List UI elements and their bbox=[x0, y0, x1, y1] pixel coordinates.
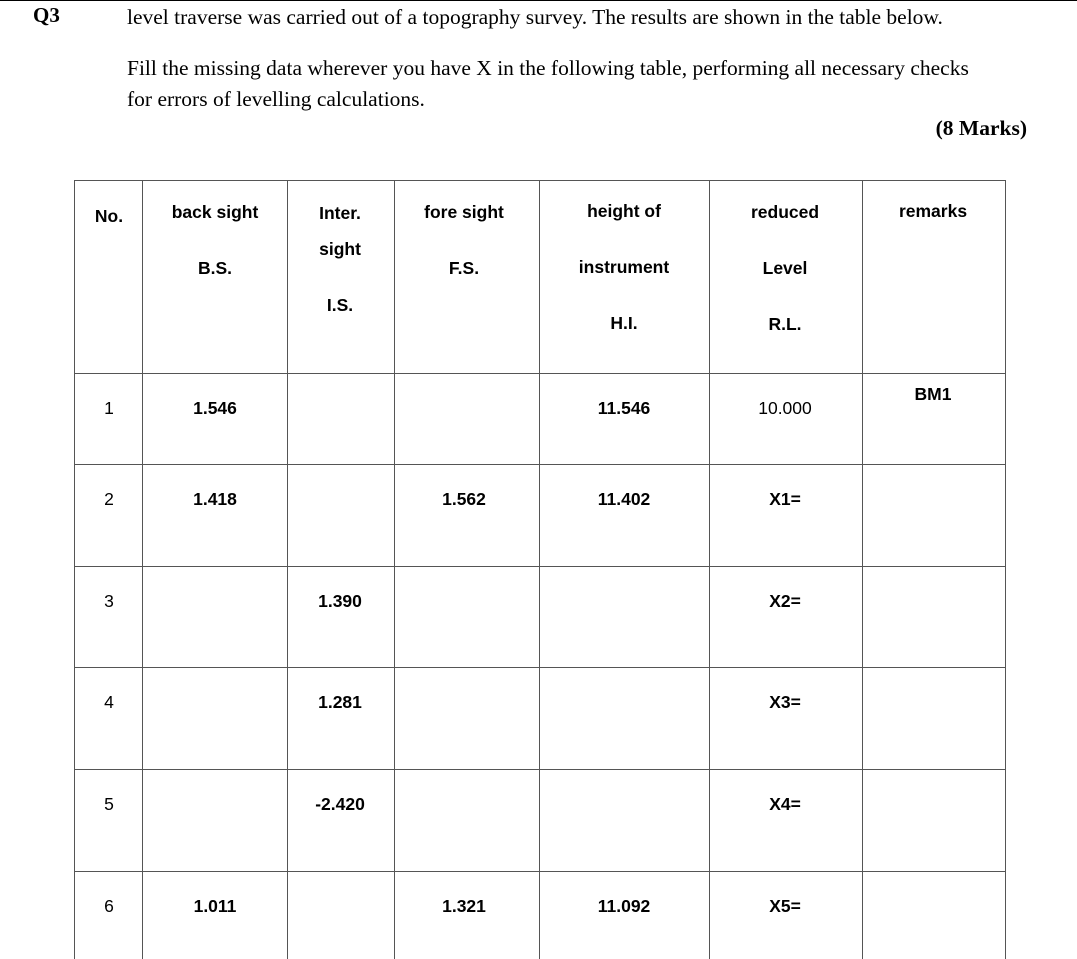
row-2-hi: 11.402 bbox=[597, 489, 651, 509]
column-divider bbox=[394, 180, 395, 959]
table-border-left bbox=[74, 180, 75, 959]
question-instruction-line-2: for errors of levelling calculations. bbox=[127, 87, 425, 111]
levelling-table bbox=[74, 180, 1006, 959]
row-divider bbox=[74, 373, 1006, 374]
row-1-hi: 11.546 bbox=[597, 398, 651, 418]
row-2-bs: 1.418 bbox=[193, 489, 237, 509]
row-6-rl: X5= bbox=[769, 896, 801, 916]
question-instruction bbox=[127, 53, 969, 115]
row-4-no: 4 bbox=[104, 692, 114, 712]
header-inter-sight: Inter. bbox=[319, 203, 361, 223]
row-3-rl: X2= bbox=[769, 591, 801, 611]
header-height-of-instrument-abbr: H.I. bbox=[610, 313, 638, 333]
row-6-hi: 11.092 bbox=[597, 896, 651, 916]
column-divider bbox=[709, 180, 710, 959]
header-height-of-instrument: height of bbox=[587, 201, 661, 221]
header-reduced-level-2: Level bbox=[762, 258, 808, 278]
row-divider bbox=[74, 464, 1006, 465]
top-rule bbox=[0, 0, 1077, 1]
row-3-is: 1.390 bbox=[318, 591, 362, 611]
question-number: Q3 bbox=[33, 3, 60, 27]
row-2-fs: 1.562 bbox=[442, 489, 486, 509]
column-divider bbox=[287, 180, 288, 959]
row-4-is: 1.281 bbox=[318, 692, 362, 712]
header-inter-sight-abbr: I.S. bbox=[326, 295, 354, 315]
question-intro: level traverse was carried out of a topography survey. The results are shown in the table below. bbox=[127, 5, 943, 29]
header-inter-sight-2: sight bbox=[319, 239, 361, 259]
header-height-of-instrument-2: instrument bbox=[578, 257, 670, 277]
row-4-rl: X3= bbox=[769, 692, 801, 712]
row-divider bbox=[74, 566, 1006, 567]
table-border-right bbox=[1005, 180, 1006, 959]
table-border-top bbox=[74, 180, 1006, 181]
row-6-bs: 1.011 bbox=[193, 896, 237, 916]
header-fore-sight-abbr: F.S. bbox=[448, 258, 480, 278]
column-divider bbox=[862, 180, 863, 959]
row-divider bbox=[74, 871, 1006, 872]
row-divider bbox=[74, 667, 1006, 668]
row-1-no: 1 bbox=[104, 398, 114, 418]
row-6-no: 6 bbox=[104, 896, 114, 916]
header-back-sight-abbr: B.S. bbox=[197, 258, 233, 278]
header-no: No. bbox=[94, 206, 124, 226]
header-fore-sight: fore sight bbox=[424, 202, 504, 222]
row-divider bbox=[74, 769, 1006, 770]
header-reduced-level-abbr: R.L. bbox=[768, 314, 802, 334]
row-6-fs: 1.321 bbox=[442, 896, 486, 916]
column-divider bbox=[142, 180, 143, 959]
row-2-rl: X1= bbox=[769, 489, 801, 509]
row-1-rl: 10.000 bbox=[758, 398, 812, 418]
header-reduced-level: reduced bbox=[750, 202, 820, 222]
header-remarks: remarks bbox=[898, 201, 968, 221]
row-1-bs: 1.546 bbox=[193, 398, 237, 418]
question-instruction-line-1: Fill the missing data wherever you have X in the following table, performing all necessary checks bbox=[127, 56, 969, 80]
column-divider bbox=[539, 180, 540, 959]
marks-label: (8 Marks) bbox=[935, 116, 1027, 140]
row-2-no: 2 bbox=[104, 489, 114, 509]
row-5-no: 5 bbox=[104, 794, 114, 814]
row-3-no: 3 bbox=[104, 591, 114, 611]
header-back-sight: back sight bbox=[171, 202, 259, 222]
row-1-remarks: BM1 bbox=[914, 384, 952, 404]
row-5-is: -2.420 bbox=[315, 794, 365, 814]
row-5-rl: X4= bbox=[769, 794, 801, 814]
